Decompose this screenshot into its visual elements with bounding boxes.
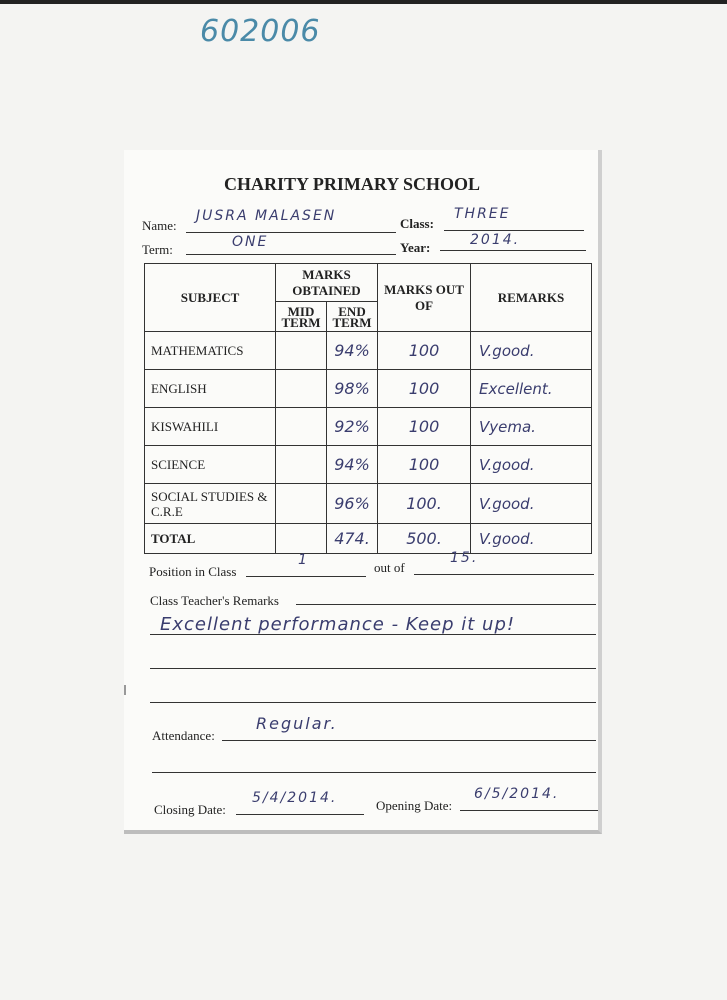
- year-line: [440, 250, 586, 251]
- remarks-cell: Vyema.: [471, 408, 592, 446]
- teacher-remarks-line-4: [150, 702, 596, 703]
- subject-cell: ENGLISH: [145, 370, 276, 408]
- closing-date-line: [236, 814, 364, 815]
- page-top-edge: [0, 0, 727, 4]
- teacher-remarks-label: Class Teacher's Remarks: [150, 593, 279, 608]
- year-value: 2014.: [470, 232, 521, 248]
- teacher-remarks-value: Excellent performance - Keep it up!: [160, 614, 516, 635]
- closing-date-value: 5/4/2014.: [252, 790, 338, 806]
- end-term-cell: 92%: [327, 408, 378, 446]
- remarks-cell: V.good.: [471, 446, 592, 484]
- total-out-of-cell: 500.: [378, 524, 471, 554]
- end-term-cell: 96%: [327, 484, 378, 524]
- remarks-cell: Excellent.: [471, 370, 592, 408]
- term-value: ONE: [232, 234, 269, 250]
- position-out-of-label: out of: [374, 560, 405, 575]
- out-of-cell: 100: [378, 370, 471, 408]
- position-line: [246, 576, 366, 577]
- header-marks-out-of: MARKS OUT OF: [378, 264, 471, 332]
- year-label: Year:: [400, 240, 431, 255]
- mid-term-cell: [276, 408, 327, 446]
- remarks-cell: V.good.: [471, 484, 592, 524]
- remarks-cell: V.good.: [471, 332, 592, 370]
- position-value: 1: [298, 552, 309, 568]
- mid-term-cell: [276, 370, 327, 408]
- table-row: [145, 484, 592, 524]
- mid-term-cell: [276, 484, 327, 524]
- subject-cell: SOCIAL STUDIES & C.R.E: [145, 484, 276, 524]
- attendance-label: Attendance:: [152, 728, 215, 743]
- header-remarks: REMARKS: [471, 264, 592, 332]
- out-of-cell: 100: [378, 332, 471, 370]
- class-label: Class:: [400, 216, 434, 231]
- teacher-remarks-line-1: [296, 604, 596, 605]
- attendance-line: [222, 740, 596, 741]
- marks-table: [144, 263, 592, 554]
- scan-smudge: [124, 685, 126, 695]
- subject-cell: SCIENCE: [145, 446, 276, 484]
- class-value: THREE: [454, 206, 511, 222]
- total-row: [145, 524, 592, 554]
- position-out-of-value: 15.: [450, 550, 479, 566]
- table-row: [145, 370, 592, 408]
- attendance-line-2: [152, 772, 596, 773]
- table-row: [145, 408, 592, 446]
- end-term-cell: 94%: [327, 332, 378, 370]
- total-label: TOTAL: [145, 524, 276, 554]
- opening-date-line: [460, 810, 598, 811]
- end-term-cell: 94%: [327, 446, 378, 484]
- subject-cell: KISWAHILI: [145, 408, 276, 446]
- header-subject: SUBJECT: [145, 264, 276, 332]
- total-mid-cell: [276, 524, 327, 554]
- reference-number: 602006: [200, 14, 321, 49]
- opening-date-label: Opening Date:: [376, 798, 453, 813]
- name-line: [186, 232, 396, 233]
- end-term-cell: 98%: [327, 370, 378, 408]
- teacher-remarks-line-3: [150, 668, 596, 669]
- header-marks-obtained: MARKS OBTAINED: [276, 264, 378, 302]
- position-label: Position in Class: [149, 564, 237, 579]
- out-of-cell: 100: [378, 446, 471, 484]
- report-card: [124, 150, 602, 834]
- table-row: [145, 332, 592, 370]
- header-end-term: END TERM: [327, 302, 378, 332]
- position-out-of-line: [414, 574, 594, 575]
- attendance-value: Regular.: [256, 714, 338, 733]
- table-row: [145, 446, 592, 484]
- mid-term-cell: [276, 332, 327, 370]
- subject-cell: MATHEMATICS: [145, 332, 276, 370]
- opening-date-value: 6/5/2014.: [474, 786, 560, 802]
- name-label: Name:: [142, 218, 177, 233]
- out-of-cell: 100.: [378, 484, 471, 524]
- name-value: JUSRA MALASEN: [196, 208, 337, 224]
- mid-term-cell: [276, 446, 327, 484]
- term-line: [186, 254, 396, 255]
- closing-date-label: Closing Date:: [154, 802, 226, 817]
- total-end-cell: 474.: [327, 524, 378, 554]
- school-name: CHARITY PRIMARY SCHOOL: [224, 174, 481, 194]
- total-remarks-cell: V.good.: [471, 524, 592, 554]
- out-of-cell: 100: [378, 408, 471, 446]
- teacher-remarks-line-2: [150, 634, 596, 635]
- header-mid-term: MID TERM: [276, 302, 327, 332]
- class-line: [444, 230, 584, 231]
- term-label: Term:: [142, 242, 173, 257]
